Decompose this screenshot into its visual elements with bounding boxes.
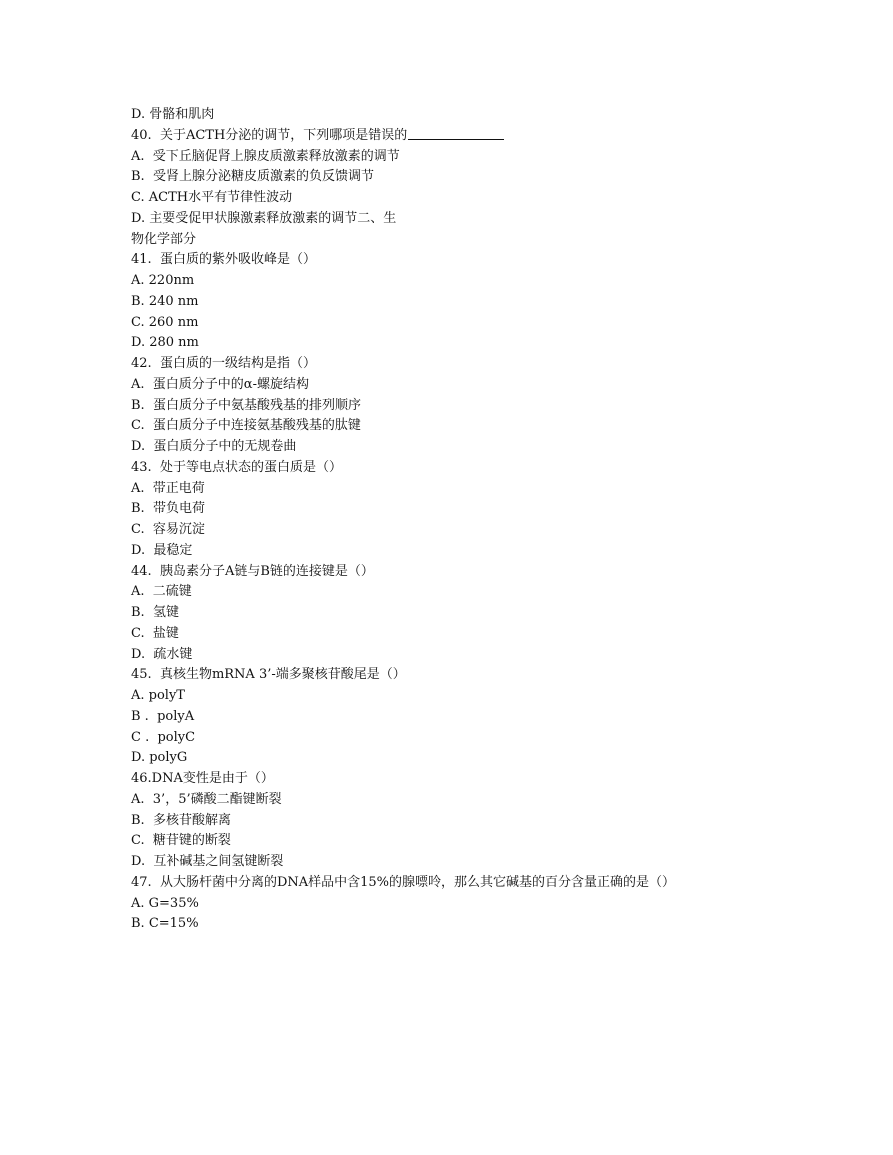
question-line: 44. 胰岛素分子A链与B链的连接键是（） [131,563,374,579]
option-line: B. 带负电荷 [131,501,205,517]
option-line: B. 蛋白质分子中氨基酸残基的排列顺序 [131,397,361,413]
question-line: 43. 处于等电点状态的蛋白质是（） [131,459,342,475]
question-line [131,126,871,147]
option-line: D. 骨骼和肌肉 [131,107,215,122]
option-line: D. polyG [131,750,188,766]
option-line: A. polyT [131,688,185,703]
option-line: A. 受下丘脑促肾上腺皮质激素释放激素的调节 [131,148,400,164]
option-line: D. 疏水键 [131,646,193,662]
option-line: C. 盐键 [131,625,179,641]
option-line: C. 容易沉淀 [131,522,205,537]
option-line: C. 260 nm [131,314,199,330]
option-line: A. 蛋白质分子中的α-螺旋结构 [131,376,309,392]
question-line: 47. 从大肠杆菌中分离的DNA样品中含15%的腺嘌呤，那么其它碱基的百分含量正确的是（） [131,874,676,890]
answer-blank-underline [408,126,504,140]
option-line: D. 主要受促甲状腺激素释放激素的调节二、生 [131,210,397,226]
option-line: B. 240 nm [131,293,199,309]
option-line: A. 3’，5’磷酸二酯键断裂 [131,791,282,807]
option-line: C. 蛋白质分子中连接氨基酸残基的肽键 [131,418,361,434]
question-text-block [131,105,871,935]
option-line: C. 糖苷键的断裂 [131,833,231,849]
question-40-text: 40. 关于ACTH分泌的调节，下列哪项是错误的 [131,127,408,143]
option-line: A. 220nm [131,273,195,288]
option-line: A. G=35% [131,895,199,911]
section-heading-line: 物化学部分 [131,231,197,247]
option-line: B. 多核苷酸解离 [131,812,231,828]
option-line: C. ACTH水平有节律性波动 [131,190,293,205]
option-line: A. 带正电荷 [131,480,205,496]
option-line: B. C=15% [131,916,199,932]
question-line: 42. 蛋白质的一级结构是指（） [131,356,316,371]
option-line: A. 二硫键 [131,584,192,600]
question-line: 45. 真核生物mRNA 3’-端多聚核苷酸尾是（） [131,667,406,683]
option-line: C . polyC [131,729,196,745]
option-line: B . polyA [131,708,195,724]
option-line: D. 互补碱基之间氢键断裂 [131,854,284,869]
option-line: D. 最稳定 [131,542,193,558]
question-line: 41. 蛋白质的紫外吸收峰是（） [131,252,316,268]
option-line: D. 蛋白质分子中的无规卷曲 [131,439,297,454]
question-line: 46.DNA变性是由于（） [131,771,274,786]
option-line: D. 280 nm [131,335,199,351]
option-line: B. 受肾上腺分泌糖皮质激素的负反馈调节 [131,169,374,185]
option-line: B. 氢键 [131,605,179,620]
